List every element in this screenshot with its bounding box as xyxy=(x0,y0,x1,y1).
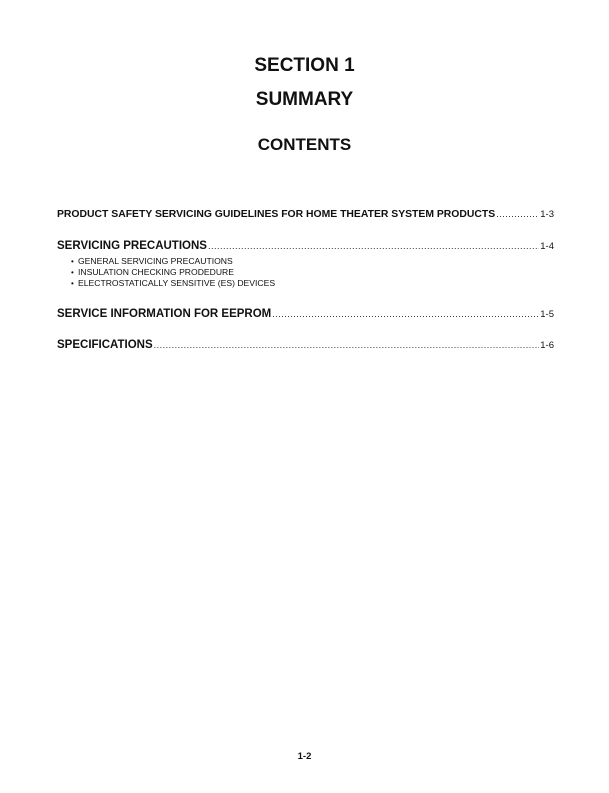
bullet-icon: • xyxy=(71,279,74,288)
toc-subitem-label: ELECTROSTATICALLY SENSITIVE (ES) DEVICES xyxy=(78,278,276,288)
toc-subitem[interactable] xyxy=(71,256,275,267)
toc-entry-label: SERVICE INFORMATION FOR EEPROM xyxy=(57,308,272,320)
summary-title: SUMMARY xyxy=(255,89,354,110)
toc-subitem-label: INSULATION CHECKING PRODEDURE xyxy=(78,267,234,277)
page-number: 1-2 xyxy=(297,751,312,762)
toc-entry-product-safety[interactable] xyxy=(57,209,554,220)
toc-entry-page: 1-3 xyxy=(540,209,554,220)
toc-entry-specifications[interactable] xyxy=(57,339,554,351)
toc-entry-label: SPECIFICATIONS xyxy=(57,339,153,351)
toc-entry-label: SERVICING PRECAUTIONS xyxy=(57,240,207,252)
toc-leader-dots xyxy=(272,309,539,319)
toc-entry-eeprom[interactable] xyxy=(57,308,554,320)
toc-subitem-list xyxy=(71,256,275,289)
toc-entry-page: 1-4 xyxy=(540,241,554,252)
toc-subitem-label: GENERAL SERVICING PRECAUTIONS xyxy=(78,256,233,266)
toc-subitem[interactable] xyxy=(71,267,275,278)
toc-entry-label: PRODUCT SAFETY SERVICING GUIDELINES FOR HOME THEATER SYSTEM PRODUCTS xyxy=(57,209,496,220)
toc-entry-servicing-precautions[interactable] xyxy=(57,240,554,252)
section-title: SECTION 1 xyxy=(254,55,355,76)
toc-leader-dots xyxy=(154,340,540,350)
toc-entry-page: 1-6 xyxy=(540,340,554,351)
toc-subitem[interactable] xyxy=(71,278,275,289)
toc-leader-dots xyxy=(496,209,539,219)
contents-title: CONTENTS xyxy=(257,135,352,154)
toc-entry-page: 1-5 xyxy=(540,309,554,320)
bullet-icon: • xyxy=(71,268,74,277)
bullet-icon: • xyxy=(71,257,74,266)
toc-leader-dots xyxy=(208,241,539,251)
